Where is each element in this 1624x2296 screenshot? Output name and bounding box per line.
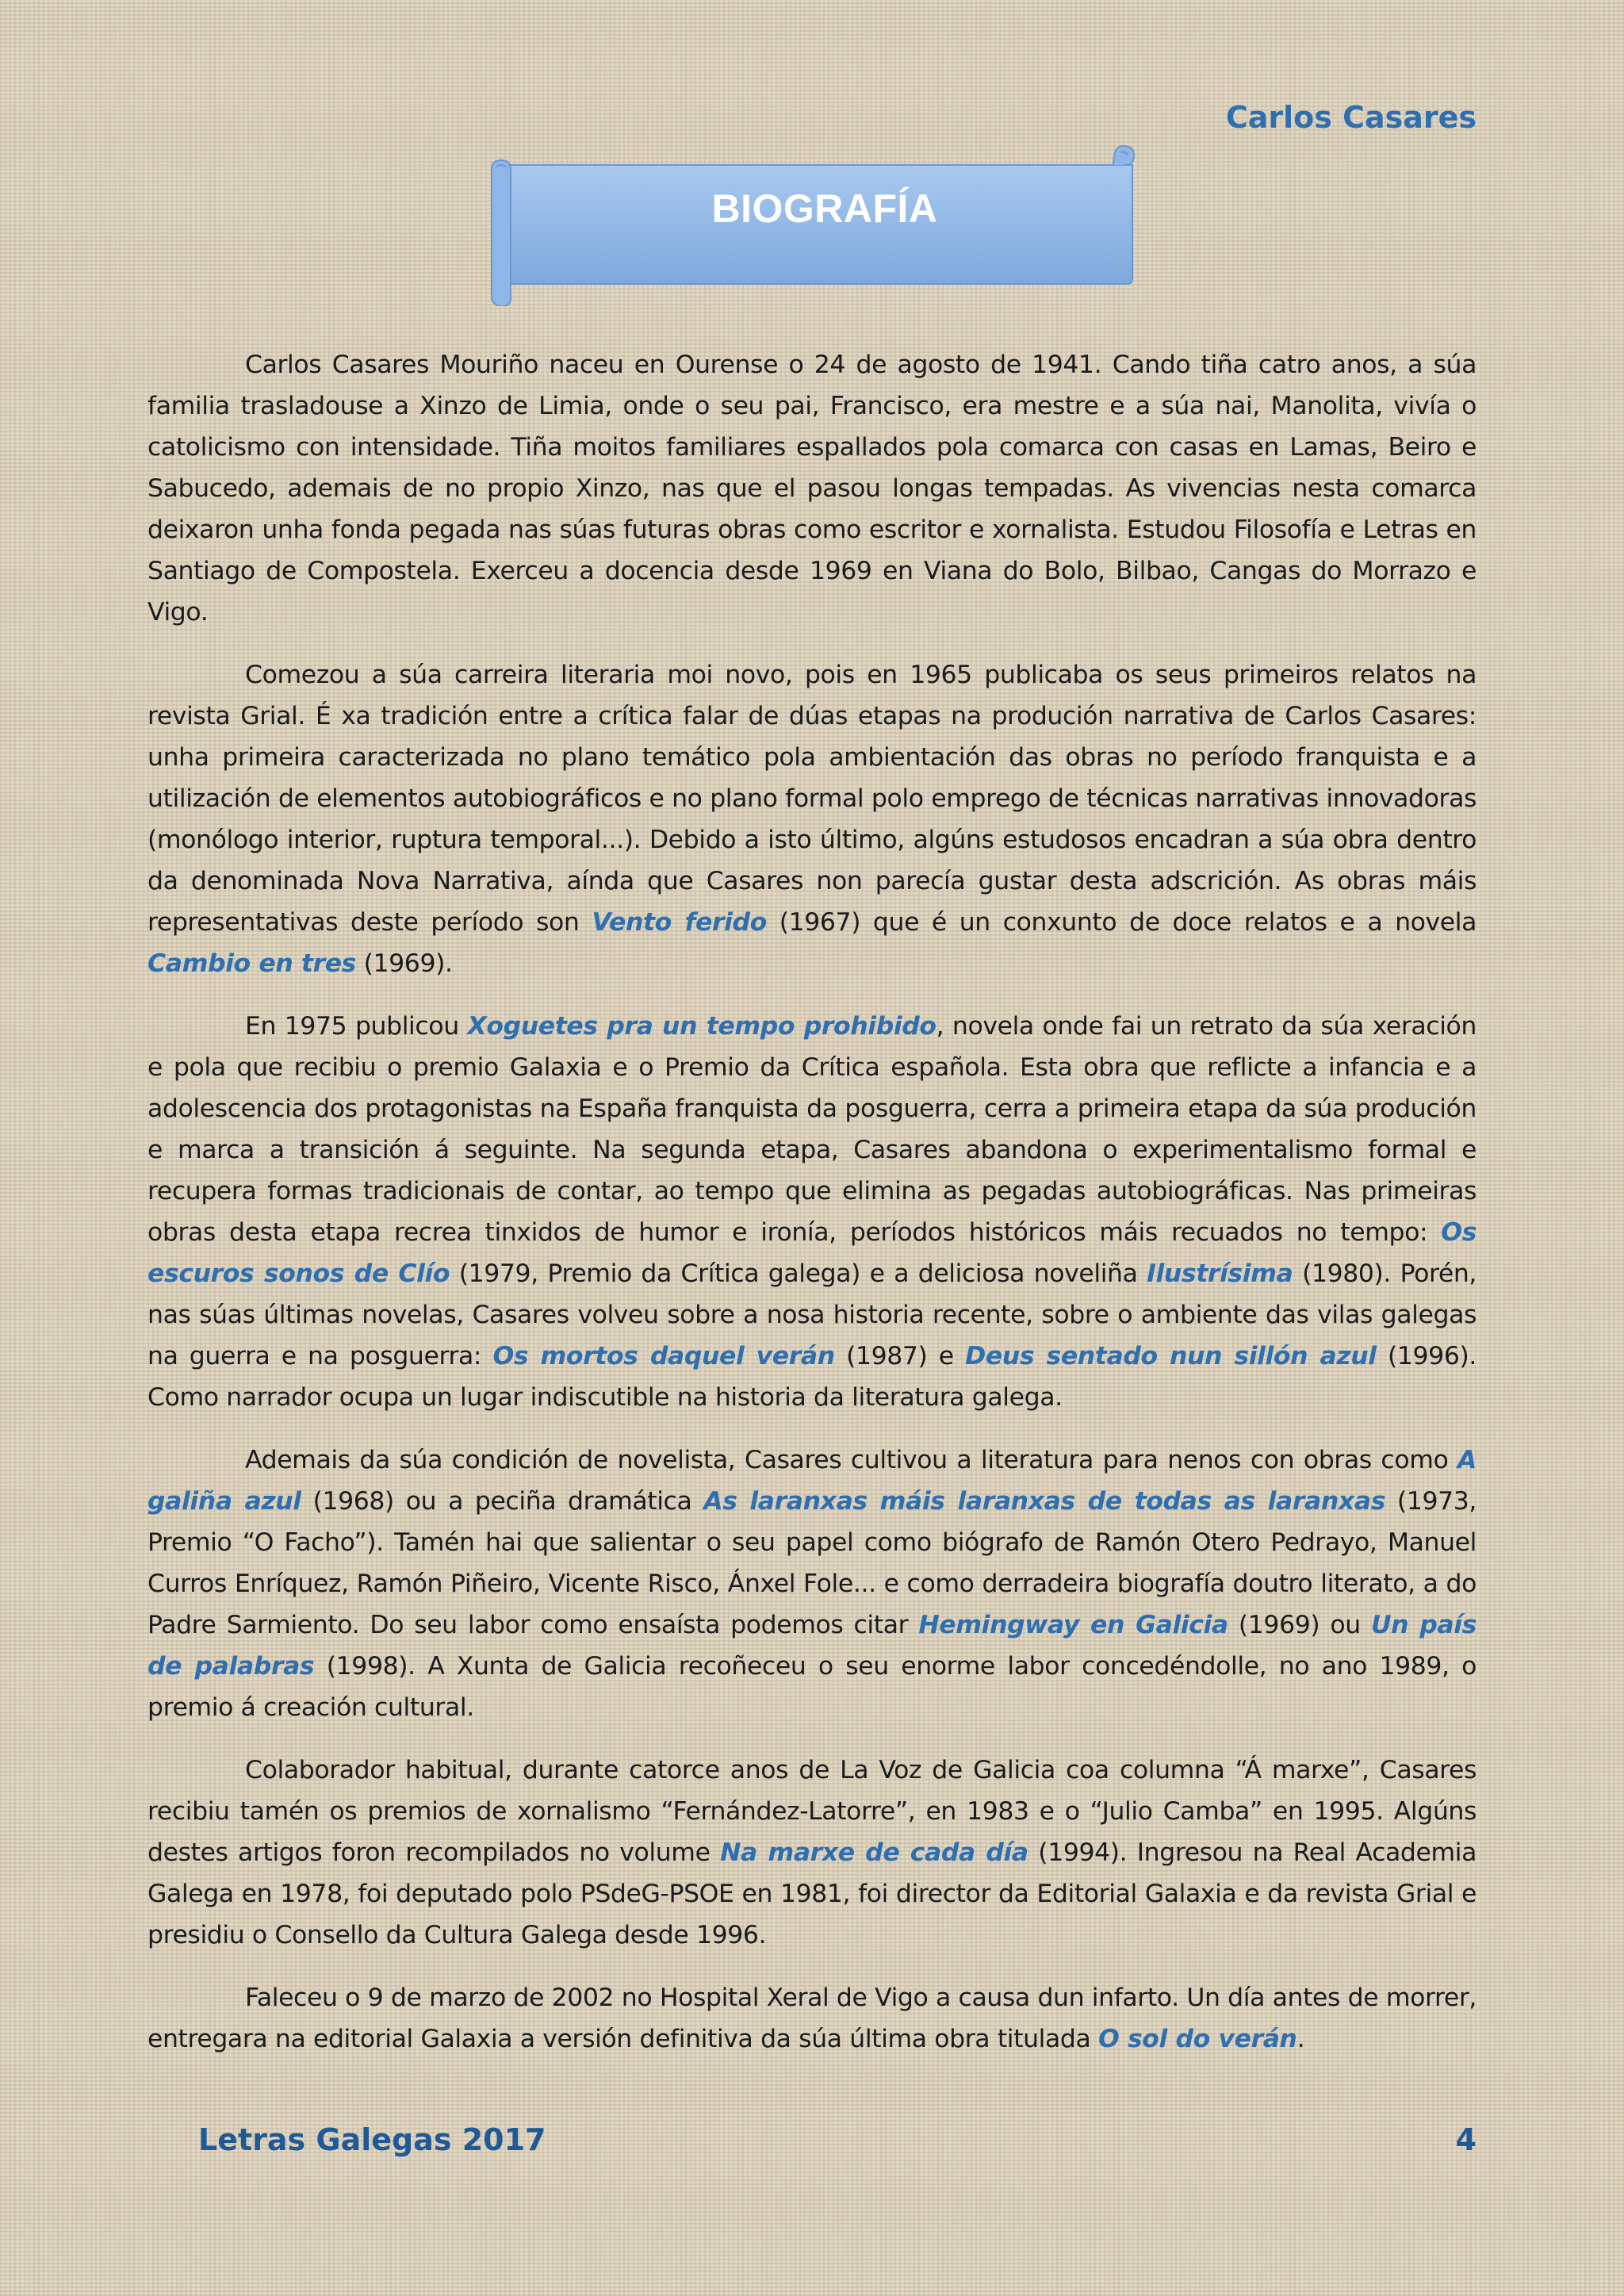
paragraph-text: (1996). Como narrador ocupa un lugar indiscutible na historia da literatura galega.	[147, 1342, 1477, 1412]
biography-text	[147, 344, 1477, 2081]
book-title-link[interactable]: Ilustrísima	[1147, 1259, 1293, 1288]
book-title-link[interactable]: Cambio en tres	[147, 949, 357, 978]
paragraph-text: (1973, Premio “O Facho”). Tamén hai que salientar o seu papel como biógrafo de Ramón Otero Pedrayo, Manuel Curros Enríquez, Ramón Piñeiro, Vicente Risco, Ánxel Fole... e como derradeira biografía doutro literato, a do Padre Sarmiento. Do seu labor como ensaísta podemos citar	[147, 1487, 1477, 1639]
paragraph-text: (1980). Porén, nas súas últimas novelas, Casares volveu sobre a nosa historia recente, sobre o ambiente das vilas galegas na guerra e na posguerra:	[147, 1259, 1477, 1370]
body-paragraph	[147, 1977, 1477, 2060]
book-title-link[interactable]: Un país de palabras	[147, 1611, 1477, 1681]
paragraph-text: (1994). Ingresou na Real Academia Galega en 1978, foi deputado polo PSdeG-PSOE en 1981, foi director da Editorial Galaxia e da revista Grial e presidiu o Consello da Cultura Galega desde 1996.	[147, 1838, 1477, 1949]
paragraph-text: (1979, Premio da Crítica galega) e a deliciosa noveliña	[450, 1259, 1147, 1288]
paragraph-text: , novela onde fai un retrato da súa xeración e pola que recibiu o premio Galaxia e o Premio da Crítica española. Esta obra que reflicte a infancia e a adolescencia dos protagonistas na España franquista da posguerra, cerra a primeira etapa da súa produción e marca a transición á seguinte. Na segunda etapa, Casares abandona o experimentalismo formal e recupera formas tradicionais de contar, ao tempo que elimina as pegadas autobiográficas. Nas primeiras obras desta etapa recrea tinxidos de humor e ironía, períodos históricos máis recuados no tempo:	[147, 1012, 1477, 1247]
book-title-link[interactable]: As laranxas máis laranxas de todas as laranxas	[703, 1487, 1386, 1516]
book-title-link[interactable]: Na marxe de cada día	[720, 1838, 1028, 1867]
book-title-link[interactable]: Xoguetes pra un tempo prohibido	[467, 1012, 936, 1041]
page-header-author: Carlos Casares	[1225, 100, 1477, 135]
page-number: 4	[1455, 2122, 1477, 2157]
paragraph-text: Ademais da súa condición de novelista, Casares cultivou a literatura para nenos con obras como	[245, 1446, 1458, 1474]
paragraph-text: Comezou a súa carreira literaria moi novo, pois en 1965 publicaba os seus primeiros relatos na revista Grial. É xa tradición entre a crítica falar de dúas etapas na produción narrativa de Carlos Casares: unha primeira caracterizada no plano temático pola ambientación das obras no período franquista e a utilización de elementos autobiográficos e no plano formal polo emprego de técnicas narrativas innovadoras (monólogo interior, ruptura temporal...). Debido a isto último, algúns estudosos encadran a súa obra dentro da denominada Nova Narrativa, aínda que Casares non parecía gustar desta adscrición. As obras máis representativas deste período son	[147, 661, 1477, 937]
book-title-link[interactable]: Vento ferido	[592, 908, 767, 937]
paragraph-text: (1987) e	[834, 1342, 966, 1370]
book-title-link[interactable]: O sol do verán	[1098, 2025, 1297, 2053]
paragraph-text: En 1975 publicou	[245, 1012, 468, 1041]
paragraph-text: (1968) ou a peciña dramática	[301, 1487, 704, 1516]
paragraph-text: Faleceu o 9 de marzo de 2002 no Hospital Xeral de Vigo a causa dun infarto. Un día antes de morrer, entregara na editorial Galaxia a versión definitiva da súa última obra titulada	[147, 1984, 1477, 2053]
body-paragraph	[147, 1006, 1477, 1418]
book-title-link[interactable]: Os mortos daquel verán	[492, 1342, 835, 1370]
page-title: BIOGRAFÍA	[711, 186, 938, 231]
book-title-link[interactable]: Os escuros sonos de Clío	[147, 1218, 1477, 1288]
body-paragraph	[147, 654, 1477, 984]
body-paragraph	[147, 1750, 1477, 1956]
paragraph-text: Colaborador habitual, durante catorce anos de La Voz de Galicia coa columna “Á marxe”, Casares recibiu tamén os premios de xornalismo “Fernández-Latorre”, en 1983 e o “Julio Camba” en 1995. Algúns destes artigos foron recompilados no volume	[147, 1756, 1477, 1867]
paragraph-text: (1969) ou	[1228, 1611, 1371, 1639]
body-paragraph	[147, 344, 1477, 633]
paragraph-text: (1967) que é un conxunto de doce relatos e a novela	[766, 908, 1477, 937]
book-title-link[interactable]: Deus sentado nun sillón azul	[965, 1342, 1377, 1370]
footer-title: Letras Galegas 2017	[198, 2122, 546, 2157]
body-paragraph	[147, 1439, 1477, 1728]
book-title-link[interactable]: Hemingway en Galicia	[918, 1611, 1228, 1639]
page-footer	[198, 2122, 1477, 2162]
paragraph-text: .	[1297, 2025, 1305, 2053]
title-banner	[482, 143, 1136, 306]
paragraph-text: Carlos Casares Mouriño naceu en Ourense o 24 de agosto de 1941. Cando tiña catro anos, a súa familia trasladouse a Xinzo de Limia, onde o seu pai, Francisco, era mestre e a súa nai, Manolita, vivía o catolicismo con intensidade. Tiña moitos familiares espallados pola comarca con casas en Lamas, Beiro e Sabucedo, ademais de no propio Xinzo, nas que el pasou longas tempadas. As vivencias nesta comarca deixaron unha fonda pegada nas súas futuras obras como escritor e xornalista. Estudou Filosofía e Letras en Santiago de Compostela. Exerceu a docencia desde 1969 en Viana do Bolo, Bilbao, Cangas do Morrazo e Vigo.	[147, 351, 1477, 627]
paragraph-text: (1998). A Xunta de Galicia recoñeceu o seu enorme labor concedéndolle, no ano 1989, o premio á creación cultural.	[147, 1652, 1477, 1722]
paragraph-text: (1969).	[356, 949, 453, 978]
book-title-link[interactable]: A galiña azul	[147, 1446, 1477, 1516]
